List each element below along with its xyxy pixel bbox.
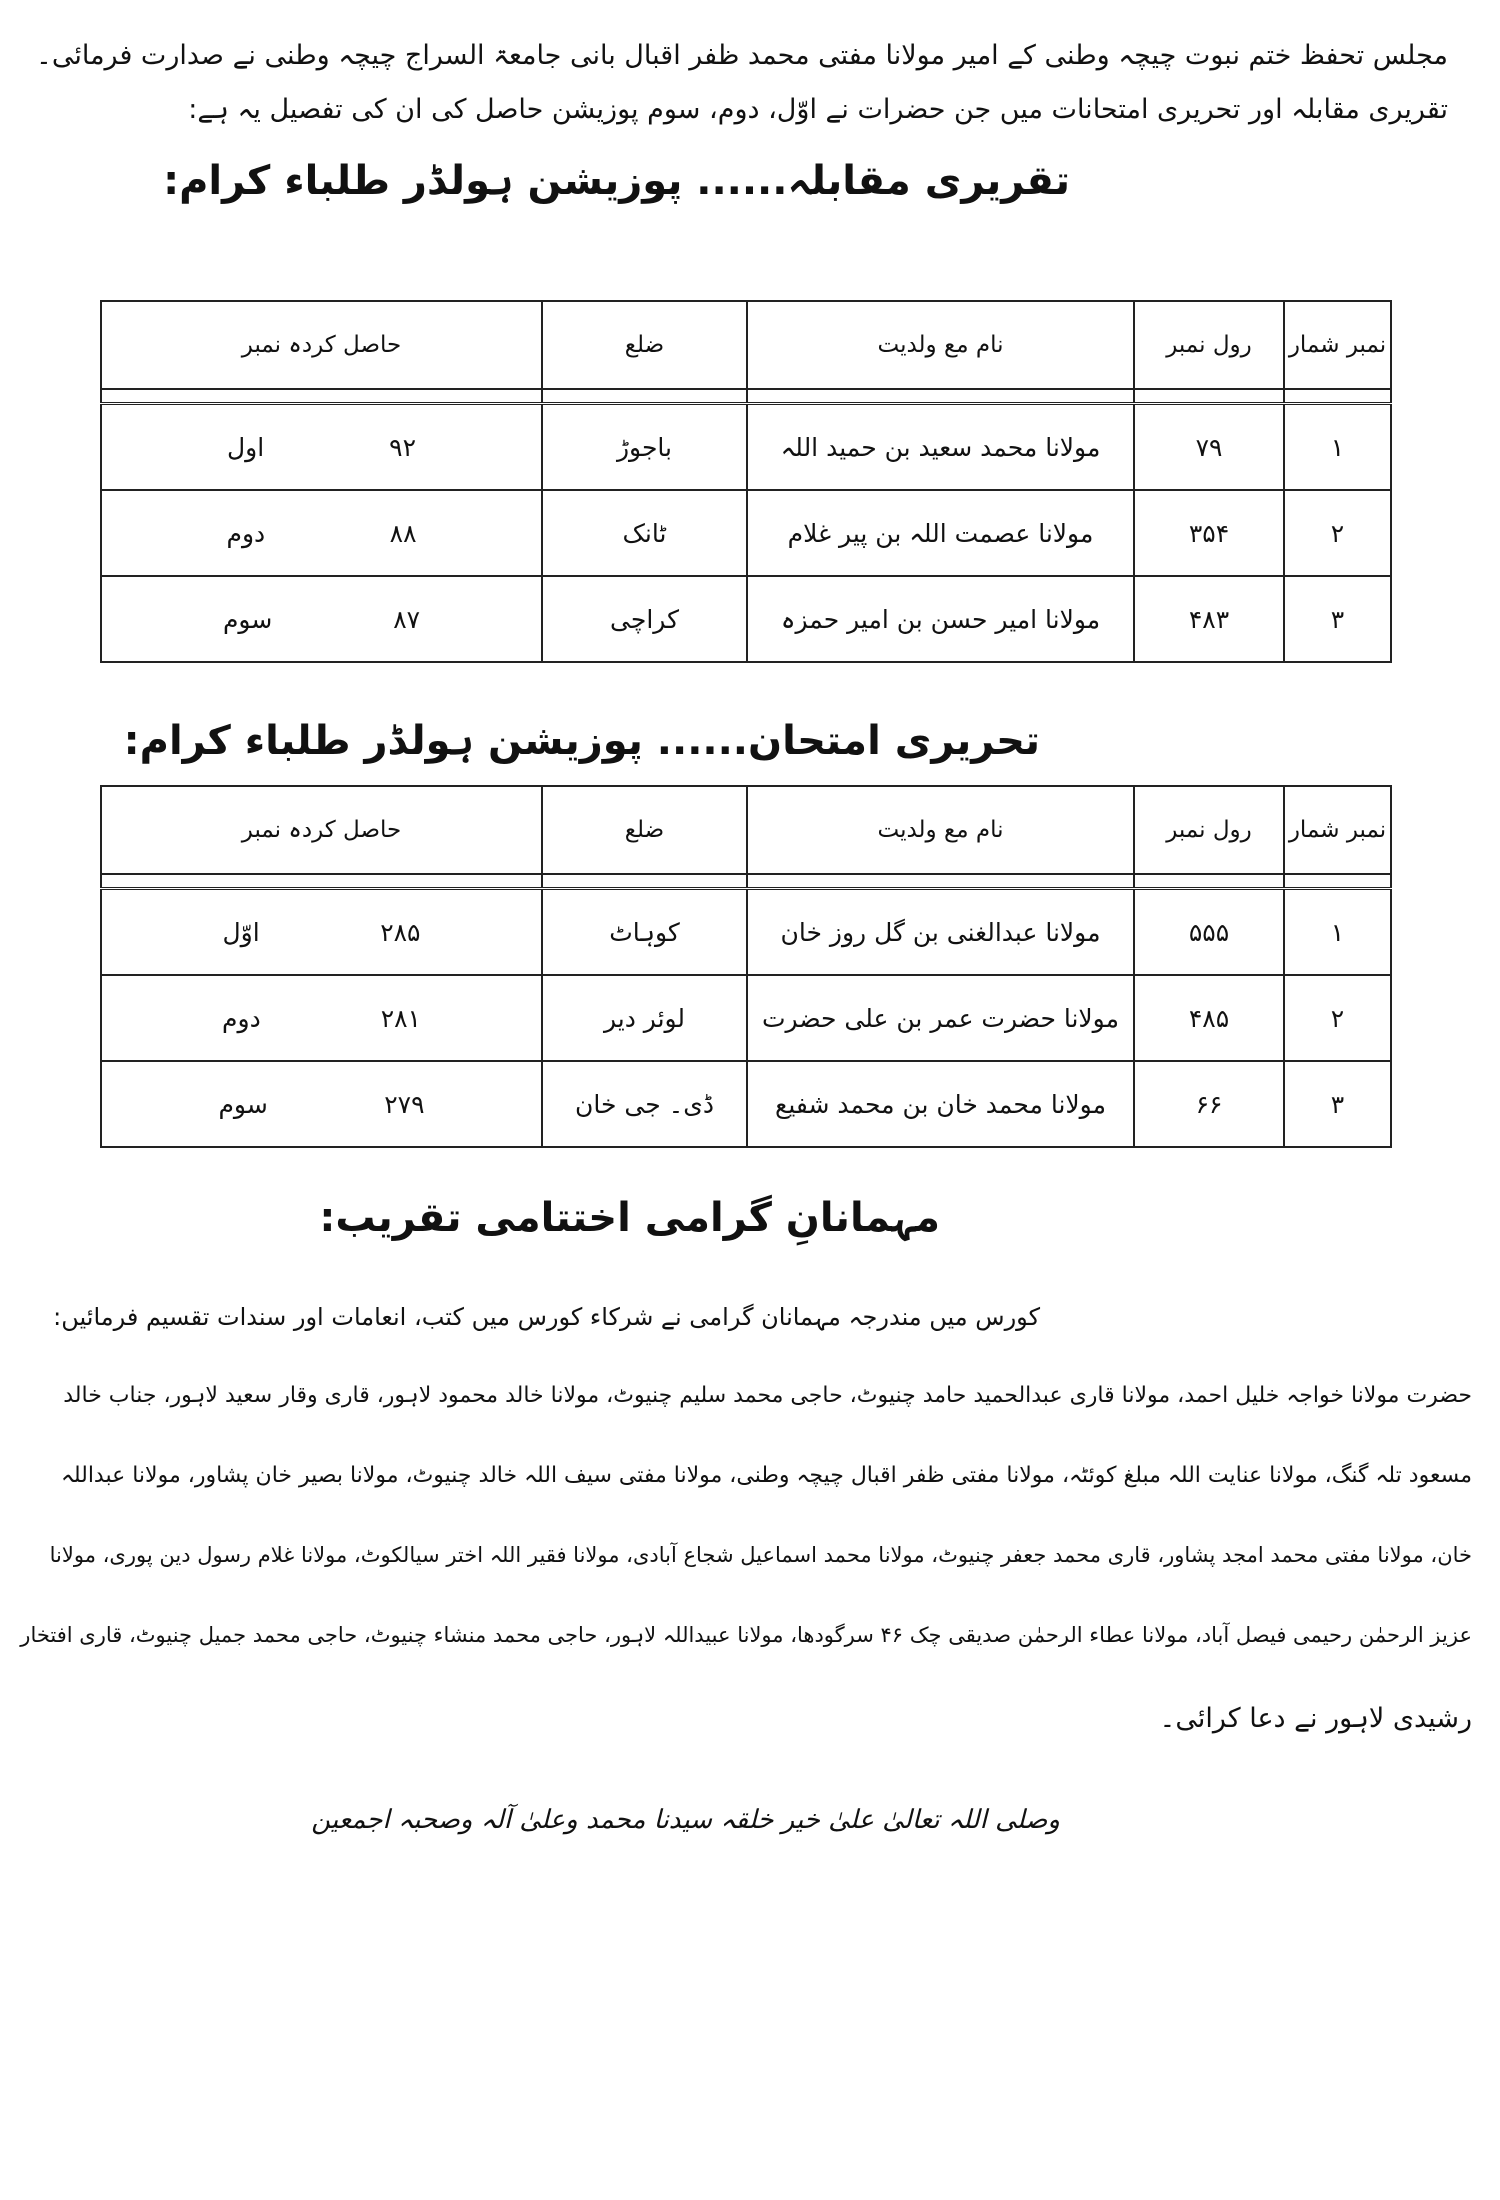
marks-value: ۹۲ (389, 432, 417, 462)
cell-serial: ۳ (1284, 1061, 1391, 1147)
table-row (101, 889, 1391, 976)
guests-line-4: عزیز الرحمٰن رحیمی فیصل آباد، مولانا عطاء الرحمٰن صدیقی چک ۴۶ سرگودھا، مولانا عبیداللہ لاہور، حاجی محمد منشاء چنیوٹ، حاجی محمد جمیل چنیوٹ، قاری افتخار (20, 1623, 1472, 1647)
header-name: نام مع ولدیت (747, 786, 1134, 874)
header-district: ضلع (542, 301, 747, 389)
intro-line-2: تقریری مقابلہ اور تحریری امتحانات میں جن حضرات نے اوّل، دوم، سوم پوزیشن حاصل کی ان کی تفصیل یہ ہے: (188, 94, 1448, 125)
cell-name: مولانا عبدالغنی بن گل روز خان (747, 889, 1134, 976)
guests-line-5: رشیدی لاہور نے دعا کرائی۔ (1159, 1703, 1472, 1734)
table-row (101, 404, 1391, 491)
position-label: دوم (222, 1003, 261, 1033)
cell-marks (101, 490, 542, 576)
speech-heading: تقریری مقابلہ...... پوزیشن ہولڈر طلباء کرام: (163, 158, 1070, 204)
guests-line-1: حضرت مولانا خواجہ خلیل احمد، مولانا قاری عبدالحمید حامد چنیوٹ، حاجی محمد سلیم چنیوٹ، مولانا خالد محمود لاہور، قاری وقار سعید لاہور، جناب خالد (63, 1383, 1472, 1408)
position-label: سوم (222, 604, 273, 634)
table-row (101, 490, 1391, 576)
cell-marks (101, 975, 542, 1061)
table-header-row (101, 301, 1391, 389)
cell-roll: ۶۶ (1134, 1061, 1284, 1147)
cell-district: کوہاٹ (542, 889, 747, 976)
cell-roll: ۴۸۵ (1134, 975, 1284, 1061)
cell-name: مولانا محمد سعید بن حمید اللہ (747, 404, 1134, 491)
header-roll: رول نمبر (1134, 301, 1284, 389)
guests-line-3: خان، مولانا مفتی محمد امجد پشاور، قاری محمد جعفر چنیوٹ، مولانا محمد اسماعیل شجاع آبادی، مولانا فقیر اللہ اختر سیالکوٹ، مولانا غلام رسول دین پوری، مولانا (49, 1543, 1472, 1567)
header-serial: نمبر شمار (1284, 301, 1391, 389)
cell-name: مولانا عصمت اللہ بن پیر غلام (747, 490, 1134, 576)
table-row (101, 1061, 1391, 1147)
position-label: اوّل (222, 917, 260, 947)
cell-serial: ۱ (1284, 889, 1391, 976)
cell-district: باجوڑ (542, 404, 747, 491)
position-label: سوم (218, 1089, 268, 1119)
table-row (101, 576, 1391, 662)
cell-district: ڈی۔ جی خان (542, 1061, 747, 1147)
header-marks: حاصل کردہ نمبر (101, 301, 542, 389)
header-name: نام مع ولدیت (747, 301, 1134, 389)
written-heading: تحریری امتحان...... پوزیشن ہولڈر طلباء کرام: (123, 718, 1040, 764)
written-results-table (100, 785, 1392, 1148)
cell-name: مولانا حضرت عمر بن علی حضرت (747, 975, 1134, 1061)
header-serial: نمبر شمار (1284, 786, 1391, 874)
cell-serial: ۳ (1284, 576, 1391, 662)
cell-marks (101, 889, 542, 976)
guests-heading: مہمانانِ گرامی اختتامی تقریب: (319, 1195, 940, 1241)
table-header-row (101, 786, 1391, 874)
cell-serial: ۲ (1284, 490, 1391, 576)
marks-value: ۸۸ (389, 518, 417, 548)
header-marks: حاصل کردہ نمبر (101, 786, 542, 874)
cell-district: کراچی (542, 576, 747, 662)
cell-name: مولانا محمد خان بن محمد شفیع (747, 1061, 1134, 1147)
cell-district: لوئر دیر (542, 975, 747, 1061)
marks-value: ۲۷۹ (384, 1089, 425, 1119)
cell-roll: ۳۵۴ (1134, 490, 1284, 576)
intro-line-1: مجلس تحفظ ختم نبوت چیچہ وطنی کے امیر مولانا مفتی محمد ظفر اقبال بانی جامعۃ السراج چیچہ وطنی نے صدارت فرمائی۔ (36, 40, 1448, 71)
cell-roll: ۷۹ (1134, 404, 1284, 491)
header-roll: رول نمبر (1134, 786, 1284, 874)
cell-marks (101, 576, 542, 662)
header-district: ضلع (542, 786, 747, 874)
cell-marks (101, 1061, 542, 1147)
cell-district: ٹانک (542, 490, 747, 576)
guests-line-2: مسعود تلہ گنگ، مولانا عنایت اللہ مبلغ کوئٹہ، مولانا مفتی ظفر اقبال چیچہ وطنی، مولانا مفتی سیف اللہ خالد چنیوٹ، مولانا بصیر خان پشاور، مولانا عبداللہ (60, 1463, 1472, 1488)
cell-roll: ۵۵۵ (1134, 889, 1284, 976)
closing-salutation: وصلی اللہ تعالیٰ علیٰ خیر خلقہ سیدنا محمد وعلیٰ آلہ وصحبہ اجمعین (311, 1805, 1060, 1835)
cell-serial: ۱ (1284, 404, 1391, 491)
cell-name: مولانا امیر حسن بن امیر حمزہ (747, 576, 1134, 662)
guests-intro: کورس میں مندرجہ مہمانان گرامی نے شرکاء کورس میں کتب، انعامات اور سندات تقسیم فرمائیں: (53, 1303, 1040, 1331)
position-label: اول (226, 432, 265, 462)
cell-serial: ۲ (1284, 975, 1391, 1061)
cell-marks (101, 404, 542, 491)
position-label: دوم (226, 518, 266, 548)
marks-value: ۸۷ (393, 604, 421, 634)
marks-value: ۲۸۵ (380, 917, 421, 947)
table-row (101, 975, 1391, 1061)
marks-value: ۲۸۱ (380, 1003, 421, 1033)
cell-roll: ۴۸۳ (1134, 576, 1284, 662)
speech-results-table (100, 300, 1392, 663)
